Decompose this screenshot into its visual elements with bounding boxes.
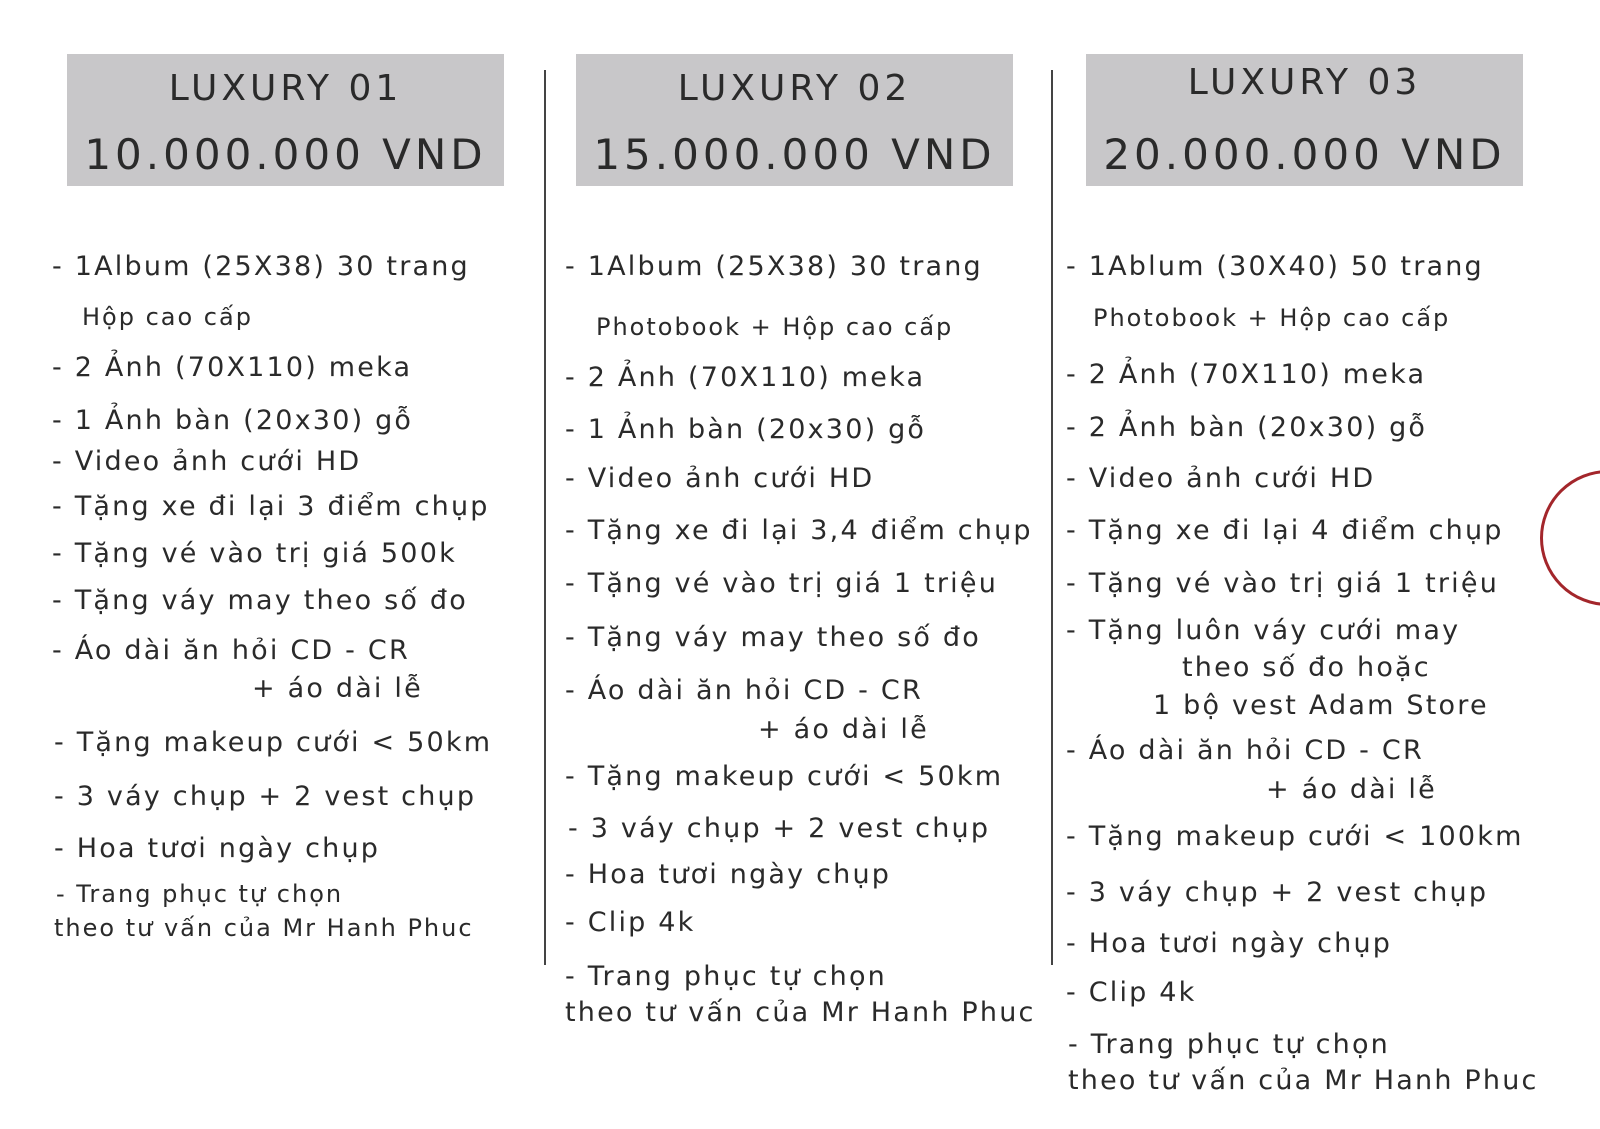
list-item: - Hoa tươi ngày chụp: [1066, 928, 1393, 959]
list-item: - Áo dài ăn hỏi CD - CR: [565, 675, 923, 706]
list-item: - 1 Ảnh bàn (20x30) gỗ: [565, 414, 927, 445]
list-item: Photobook + Hộp cao cấp: [1093, 304, 1451, 332]
list-item: - Video ảnh cưới HD: [565, 463, 875, 494]
list-item: theo tư vấn của Mr Hanh Phuc: [1068, 1065, 1539, 1096]
list-item: - Áo dài ăn hỏi CD - CR: [52, 635, 410, 666]
list-item: - Video ảnh cưới HD: [52, 446, 362, 477]
list-item: - Hoa tươi ngày chụp: [54, 833, 381, 864]
list-item: - 3 váy chụp + 2 vest chụp: [568, 813, 991, 844]
list-item: - 2 Ảnh (70X110) meka: [52, 352, 413, 383]
list-item: - Trang phục tự chọn: [565, 961, 887, 992]
list-item: + áo dài lễ: [252, 673, 423, 704]
list-item: - Clip 4k: [565, 907, 696, 938]
list-item: - Tặng makeup cưới < 100km: [1066, 821, 1524, 852]
list-item: - Tặng váy may theo số đo: [565, 622, 981, 653]
package-title: LUXURY 01: [168, 68, 403, 109]
list-item: - Tặng vé vào trị giá 1 triệu: [565, 568, 999, 599]
list-item: - Tặng makeup cưới < 50km: [565, 761, 1004, 792]
list-item: - 1Album (25X38) 30 trang: [565, 251, 983, 282]
package-price: 10.000.000 VND: [84, 130, 487, 179]
list-item: - Tặng luôn váy cưới may: [1066, 615, 1461, 646]
package-header-luxury-02: [576, 54, 1013, 186]
package-price: 15.000.000 VND: [593, 130, 996, 179]
list-item: - Tặng makeup cưới < 50km: [54, 727, 493, 758]
column-divider: [544, 70, 546, 965]
list-item: - 1Album (25X38) 30 trang: [52, 251, 470, 282]
list-item: - 2 Ảnh (70X110) meka: [565, 362, 926, 393]
list-item: - 1 Ảnh bàn (20x30) gỗ: [52, 405, 414, 436]
list-item: 1 bộ vest Adam Store: [1153, 690, 1489, 721]
column-divider: [1051, 70, 1053, 965]
red-circle-decoration: [1540, 470, 1600, 606]
list-item: theo số đo hoặc: [1182, 652, 1431, 683]
list-item: - 1Ablum (30X40) 50 trang: [1066, 251, 1484, 282]
list-item: - Tặng xe đi lại 3,4 điểm chụp: [565, 515, 1033, 546]
list-item: Hộp cao cấp: [82, 303, 253, 331]
list-item: - 2 Ảnh (70X110) meka: [1066, 359, 1427, 390]
list-item: - Hoa tươi ngày chụp: [565, 859, 892, 890]
list-item: theo tư vấn của Mr Hanh Phuc: [54, 914, 474, 942]
package-price: 20.000.000 VND: [1103, 130, 1506, 179]
package-title: LUXURY 03: [1187, 62, 1422, 103]
list-item: - Tặng vé vào trị giá 500k: [52, 538, 457, 569]
package-header-luxury-03: [1086, 54, 1523, 186]
list-item: - Tặng xe đi lại 3 điểm chụp: [52, 491, 490, 522]
list-item: - Tặng vé vào trị giá 1 triệu: [1066, 568, 1500, 599]
list-item: - 3 váy chụp + 2 vest chụp: [54, 781, 477, 812]
list-item: - Tặng váy may theo số đo: [52, 585, 468, 616]
list-item: - 2 Ảnh bàn (20x30) gỗ: [1066, 412, 1428, 443]
package-title: LUXURY 02: [677, 68, 912, 109]
list-item: + áo dài lễ: [758, 714, 929, 745]
list-item: - Trang phục tự chọn: [1068, 1029, 1390, 1060]
list-item: - Trang phục tự chọn: [56, 880, 344, 908]
list-item: - Áo dài ăn hỏi CD - CR: [1066, 735, 1424, 766]
list-item: theo tư vấn của Mr Hanh Phuc: [565, 997, 1036, 1028]
list-item: - Tặng xe đi lại 4 điểm chụp: [1066, 515, 1504, 546]
list-item: + áo dài lễ: [1266, 774, 1437, 805]
package-header-luxury-01: [67, 54, 504, 186]
list-item: - 3 váy chụp + 2 vest chụp: [1066, 877, 1489, 908]
list-item: - Video ảnh cưới HD: [1066, 463, 1376, 494]
list-item: Photobook + Hộp cao cấp: [596, 313, 954, 341]
list-item: - Clip 4k: [1066, 977, 1197, 1008]
